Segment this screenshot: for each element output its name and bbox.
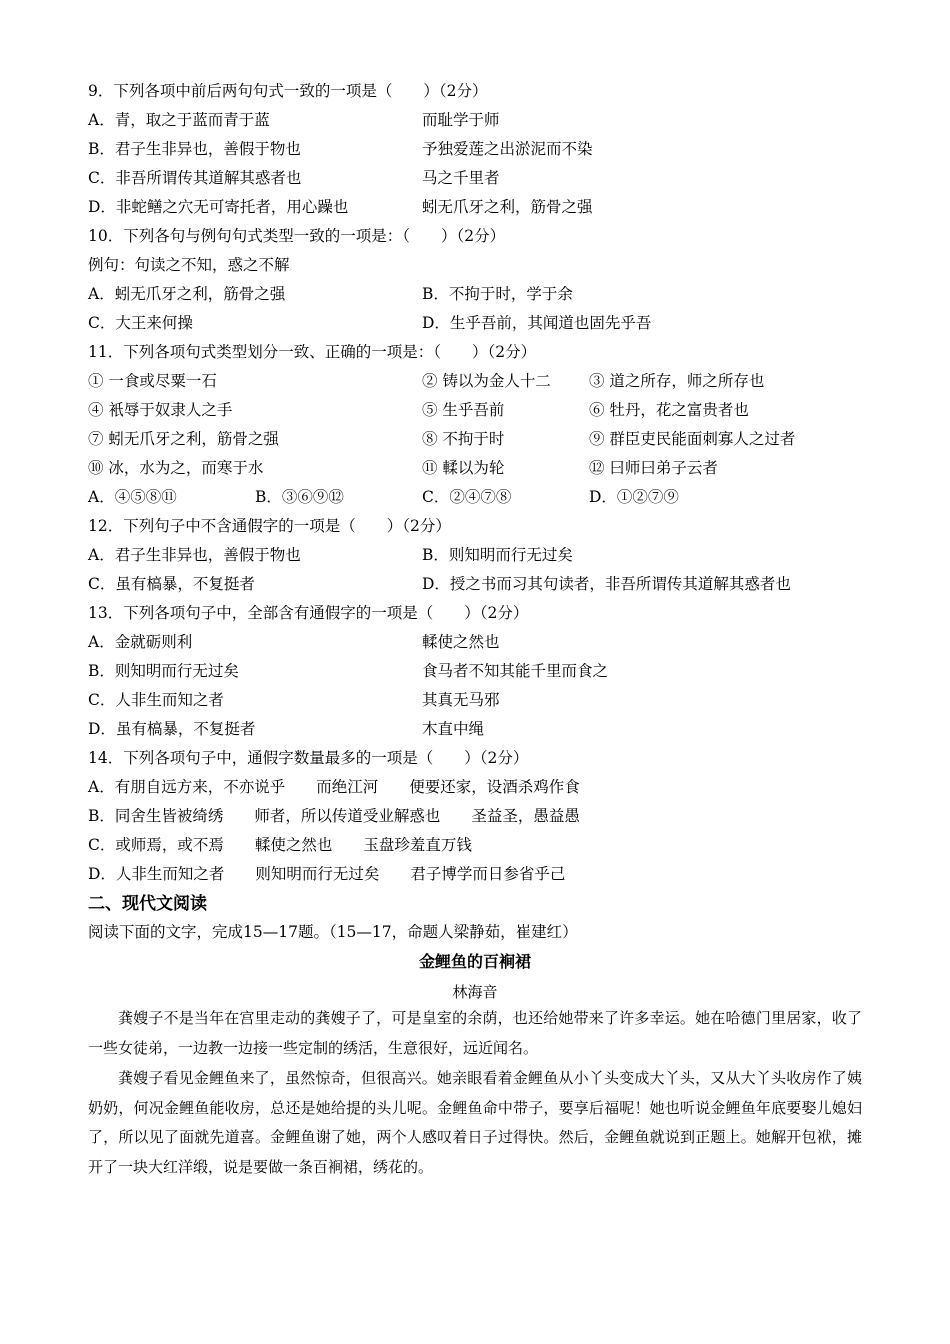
q14-stem: 14．下列各项句子中，通假字数量最多的一项是（ ）（2分） [88,749,529,767]
article-paragraph-2: 龚嫂子看见金鲤鱼来了，虽然惊奇，但很高兴。她亲眼看着金鲤鱼从小丫头变成大丫头，又从大丫头收房作了姨奶奶，何况金鲤鱼能收房，总还是她给提的头儿呢。金鲤鱼命中带子，要享后福呢！她也听说金鲤鱼年底要娶儿媳妇了，所以见了面就先道喜。金鲤鱼谢了她，两个人感叹着日子过得快。然后，金鲤鱼就说到正题上。她解开包袱，摊开了一块大红洋缎，说是要做一条百裥裙，绣花的。 [88,1069,862,1176]
q9-option-a-right: 而耻学于师 [422,111,500,129]
q9-option-a [88,110,500,130]
q9-option-b-left: B．君子生非异也，善假于物也 [88,140,301,158]
q13-option-b-right: 食马者不知其能千里而食之 [422,662,609,680]
q11-row-4 [88,458,718,478]
q13-option-c [88,690,500,710]
q11-item-4: ④ 衹辱于奴隶人之手 [88,401,233,419]
q11-item-1: ① 一食或尽粟一石 [88,372,217,390]
q11-row-3 [88,429,796,449]
q9-option-d [88,197,593,217]
q12-option-a: A．君子生非异也，善假于物也 [88,546,301,564]
q11-row-2 [88,400,749,420]
q11-item-3: ③ 道之所存，师之所存也 [589,372,765,390]
q13-option-b [88,661,609,681]
q11-item-2: ② 铸以为金人十二 [422,372,551,390]
q13-option-b-left: B．则知明而行无过矣 [88,662,239,680]
q12-row-cd [88,574,791,594]
q14-option-a: A．有朋自远方来，不亦说乎 而绝江河 便要还家，设酒杀鸡作食 [88,778,580,796]
q11-item-10: ⑩ 冰，水为之，而寒于水 [88,459,264,477]
q11-answer-d: D．①②⑦⑨ [589,488,679,506]
q10-row-ab [88,284,573,304]
q11-item-6: ⑥ 牡丹，花之富贵者也 [589,401,749,419]
q11-item-12: ⑫ 曰师曰弟子云者 [589,459,718,477]
q13-stem: 13．下列各项句子中，全部含有通假字的一项是（ ）（2分） [88,604,529,622]
q9-option-c-right: 马之千里者 [422,169,500,187]
q10-option-b: B．不拘于时，学于余 [422,285,573,303]
q13-option-c-left: C．人非生而知之者 [88,691,224,709]
q12-row-ab [88,545,573,565]
q11-row-1 [88,371,765,391]
section-heading: 二、现代文阅读 [88,894,207,914]
q13-option-a-right: 輮使之然也 [422,633,500,651]
article-paragraph-1: 龚嫂子不是当年在宫里走动的龚嫂子了，可是皇室的余荫，也还给她带来了许多幸运。她在哈德门里居家，收了一些女徒弟，一边教一边接一些定制的绣活，生意很好，远近闻名。 [88,1009,862,1057]
q10-option-c: C．大王来何操 [88,314,193,332]
q9-option-c [88,168,500,188]
q12-option-b: B．则知明而行无过矣 [422,546,573,564]
q13-option-d-left: D．虽有槁暴，不复挺者 [88,720,256,738]
q12-option-d: D．授之书而习其句读者，非吾所谓传其道解其惑者也 [422,575,791,593]
q14-option-b: B．同舍生皆被绮绣 师者，所以传道受业解惑也 圣益圣，愚益愚 [88,807,580,825]
q12-stem: 12．下列句子中不含通假字的一项是（ ）（2分） [88,517,451,535]
section-instruction: 阅读下面的文字，完成15—17题。（15—17，命题人梁静茹，崔建红） [88,923,578,941]
q13-option-d [88,719,485,739]
q9-option-c-left: C．非吾所谓传其道解其惑者也 [88,169,302,187]
q10-example: 例句：句读之不知，惑之不解 [88,256,290,274]
q10-option-d: D．生乎吾前，其闻道也固先乎吾 [422,314,652,332]
q9-option-a-left: A．青，取之于蓝而青于蓝 [88,111,270,129]
q14-option-c: C．或师焉，或不焉 輮使之然也 玉盘珍羞直万钱 [88,836,472,854]
q9-option-d-right: 蚓无爪牙之利，筋骨之强 [422,198,593,216]
article-author: 林海音 [452,983,498,1001]
q11-answer-b: B．③⑥⑨⑫ [255,488,344,506]
q10-stem: 10．下列各句与例句句式类型一致的一项是：（ ）（2分） [88,227,506,245]
q13-option-a [88,632,500,652]
q11-item-9: ⑨ 群臣吏民能面刺寡人之过者 [589,430,796,448]
q9-option-b-right: 予独爱莲之出淤泥而不染 [422,140,593,158]
q13-option-a-left: A．金就砺则利 [88,633,193,651]
q11-item-8: ⑧ 不拘于时 [422,430,505,448]
q11-answers [88,487,679,507]
q9-stem: 9．下列各项中前后两句句式一致的一项是（ ）（2分） [88,82,488,100]
article-title: 金鲤鱼的百裥裙 [418,952,531,971]
q10-option-a: A．蚓无爪牙之利，筋骨之强 [88,285,286,303]
q11-stem: 11．下列各项句式类型划分一致、正确的一项是：（ ）（2分） [88,343,537,361]
q14-option-d: D．人非生而知之者 则知明而行无过矣 君子博学而日参省乎己 [88,865,566,883]
q11-answer-a: A．④⑤⑧⑪ [88,488,177,506]
q9-option-b [88,139,593,159]
q9-option-d-left: D．非蛇鳝之穴无可寄托者，用心躁也 [88,198,349,216]
q12-option-c: C．虽有槁暴，不复挺者 [88,575,255,593]
q11-item-7: ⑦ 蚓无爪牙之利，筋骨之强 [88,430,279,448]
q11-answer-c: C．②④⑦⑧ [422,488,512,506]
q11-item-5: ⑤ 生乎吾前 [422,401,505,419]
q13-option-c-right: 其真无马邪 [422,691,500,709]
q10-row-cd [88,313,652,333]
q13-option-d-right: 木直中绳 [422,720,485,738]
q11-item-11: ⑪ 輮以为轮 [422,459,505,477]
